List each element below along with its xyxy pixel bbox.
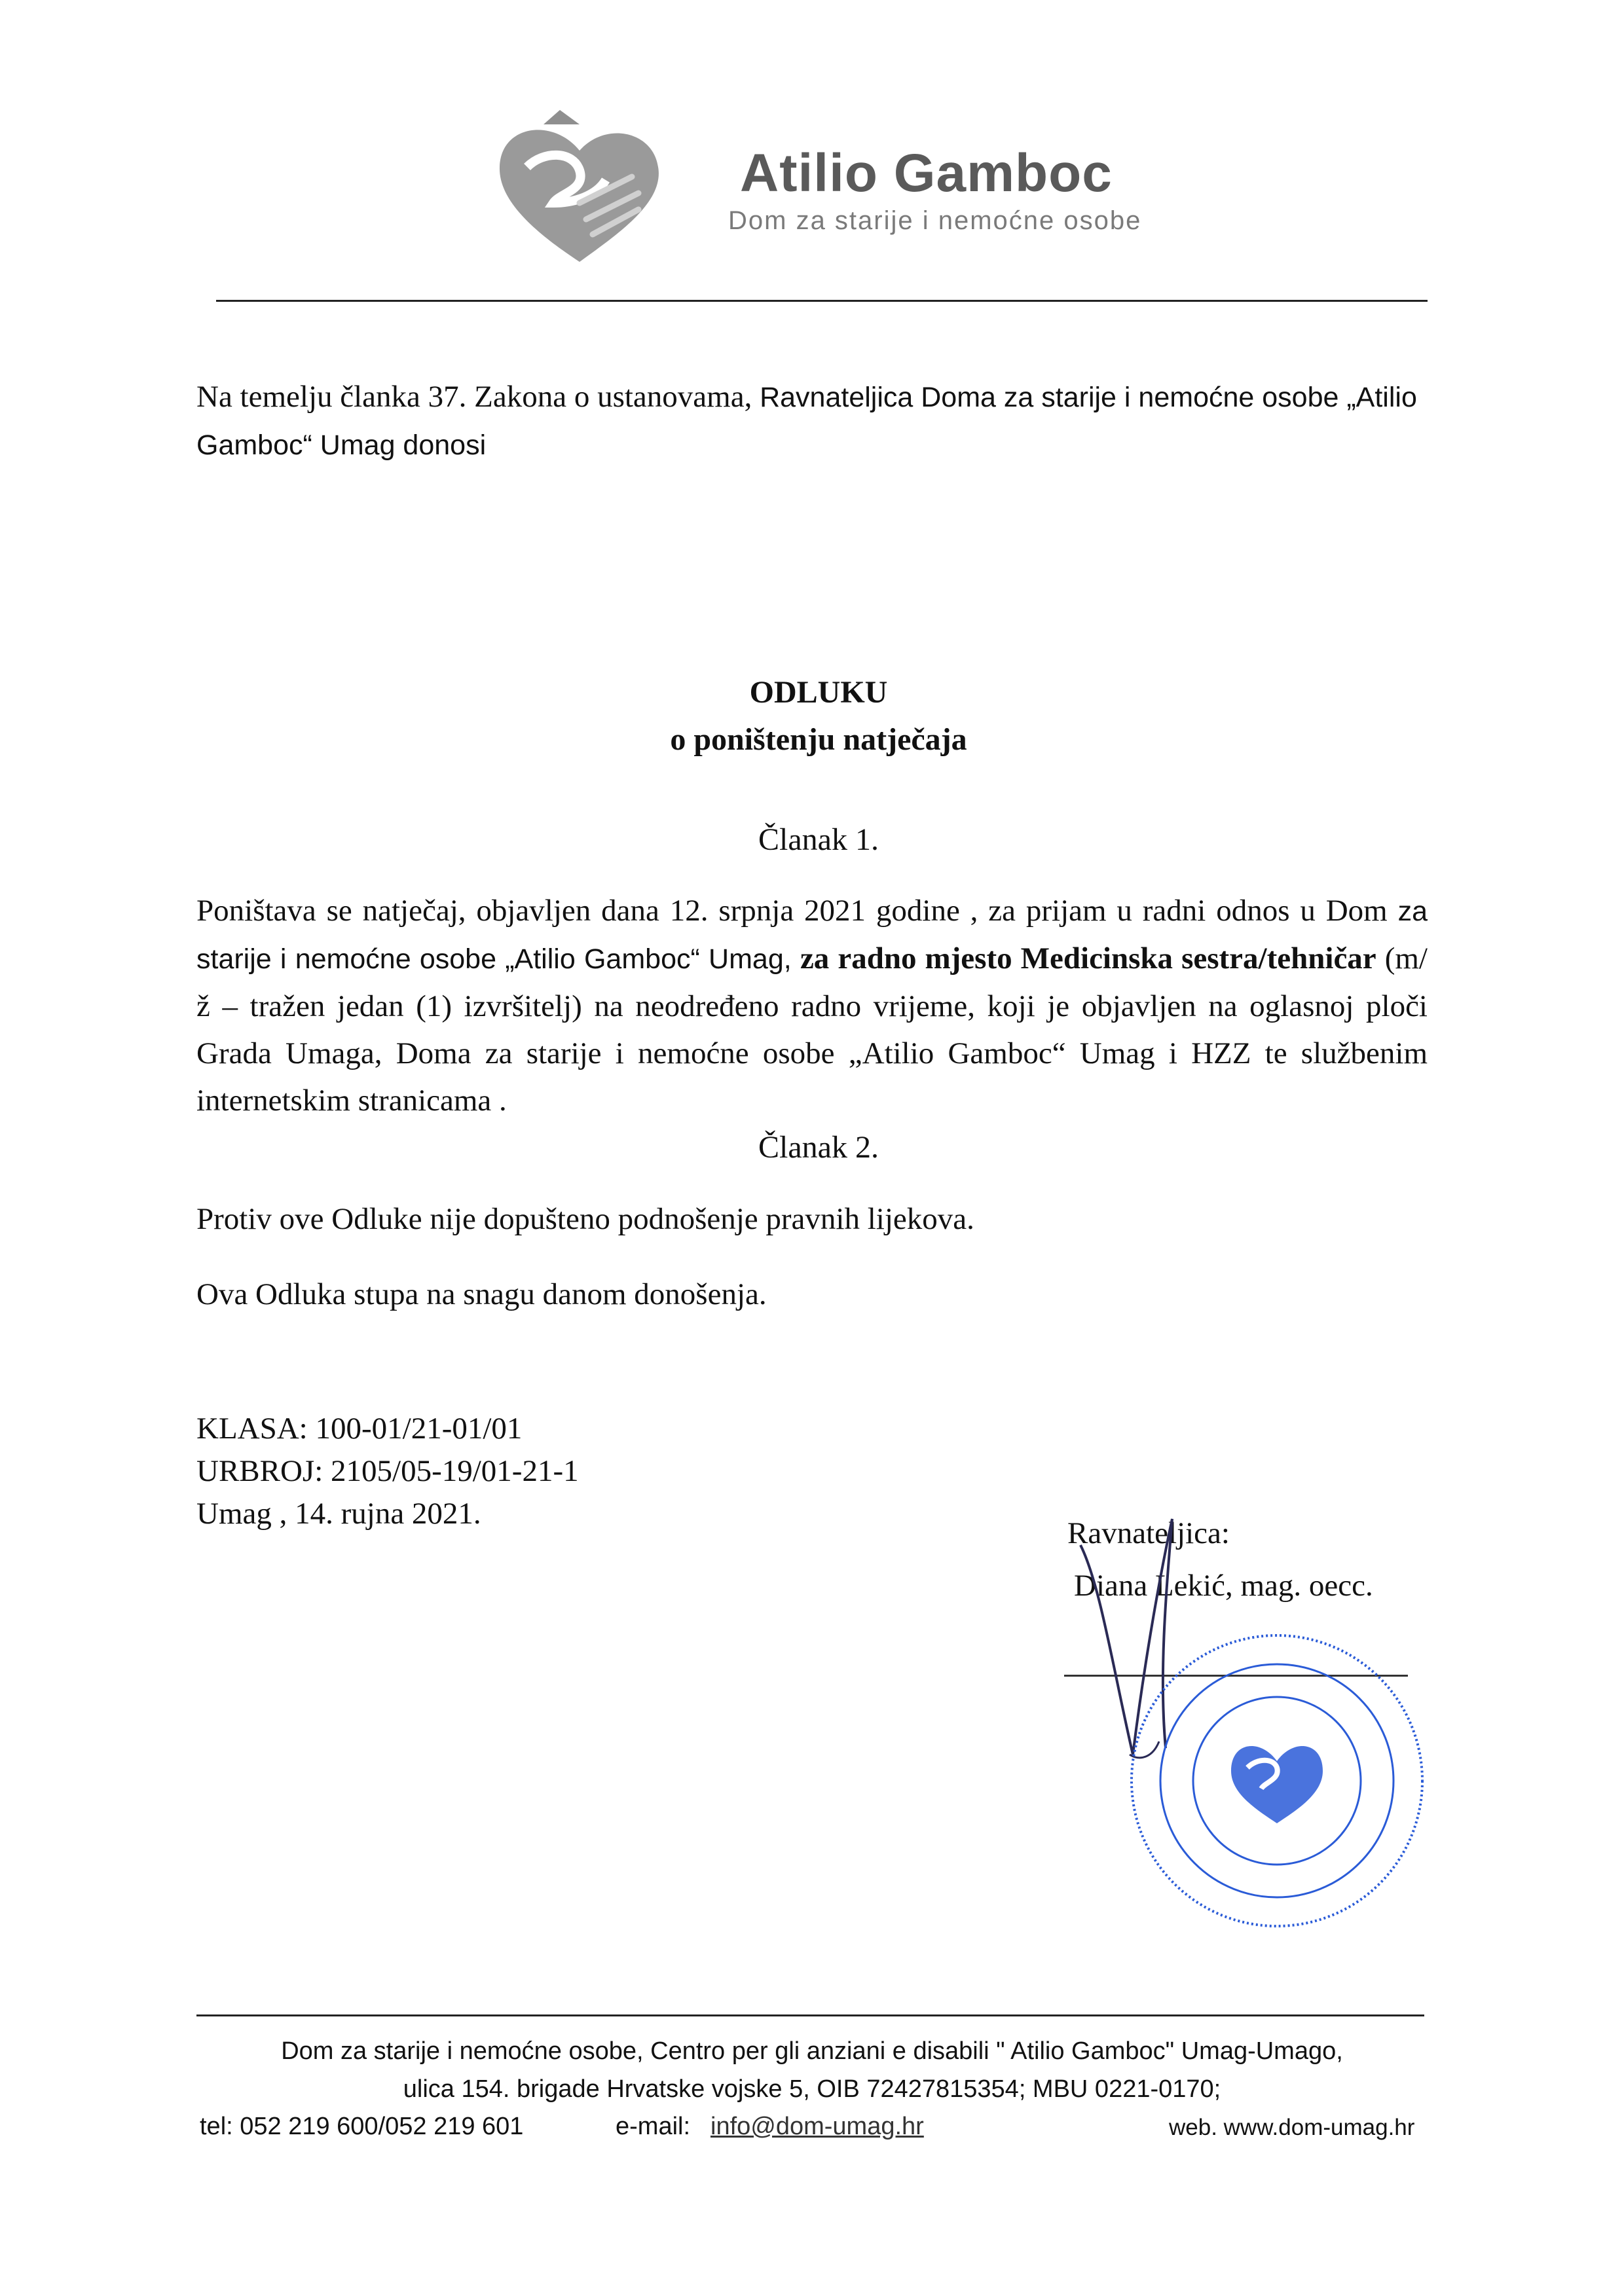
logo-icon (481, 105, 678, 268)
title-line1: ODLUKU (749, 675, 888, 710)
article1-part1: Poništava se natječaj, objavljen dana 12. srpnja 2021 godine , za prijam u radni odnos u Dom (196, 894, 1398, 928)
article1-part2: za starije i nemoćne osobe „Atilio Gamboc“ Umag, (196, 896, 1428, 975)
org-tagline: Dom za starije i nemoćne osobe (728, 206, 1142, 235)
footer-website: web. www.dom-umag.hr (1169, 2115, 1415, 2140)
footer-address-line1: Dom za starije i nemoćne osobe, Centro per gli anziani e disabili " Atilio Gamboc" Umag-Umago, (281, 2037, 1343, 2065)
header-divider (216, 300, 1428, 302)
intro-paragraph (196, 373, 1428, 469)
document-meta (196, 1408, 579, 1535)
document-title (0, 669, 1624, 763)
intro-part2: Ravnateljica Doma za starije i nemoćne osobe „Atilio Gamboc“ Umag donosi (196, 382, 1417, 461)
org-name: Atilio Gamboc (740, 143, 1113, 203)
title-line2: o poništenju natječaja (670, 722, 967, 757)
footer-email-label: e-mail: (616, 2113, 691, 2140)
intro-part1: Na temelju članka 37. Zakona o ustanovama, (196, 380, 760, 414)
klasa: KLASA: 100-01/21-01/01 (196, 1412, 523, 1446)
article2-paragraph1: Protiv ove Odluke nije dopušteno podnošenje pravnih lijekova. (196, 1202, 974, 1236)
signature-name: Diana Lekić, mag. oecc. (1074, 1569, 1373, 1603)
place-date: Umag , 14. rujna 2021. (196, 1497, 481, 1531)
footer-divider (196, 2014, 1424, 2016)
article1-heading: Članak 1. (758, 822, 879, 857)
article2-heading: Članak 2. (758, 1130, 879, 1165)
urbroj: URBROJ: 2105/05-19/01-21-1 (196, 1454, 579, 1488)
official-stamp (1113, 1630, 1441, 1931)
footer-telephone: tel: 052 219 600/052 219 601 (200, 2113, 524, 2140)
article1-part3: (m/ž – tražen jedan (1) izvršitelj) na neodređeno radno vrijeme, koji je objavljen na oglasnoj ploči Grada Umaga, Doma za starije i nemoćne osobe „Atilio Gamboc“ Umag i HZZ te službenim internetskim stranicama . (196, 941, 1428, 1118)
article1-body (196, 887, 1428, 1124)
signature-title: Ravnateljica: (1067, 1516, 1230, 1550)
footer-email-link[interactable]: info@dom-umag.hr (710, 2113, 924, 2140)
article2-paragraph2: Ova Odluka stupa na snagu danom donošenja. (196, 1277, 767, 1311)
footer-address-line2: ulica 154. brigade Hrvatske vojske 5, OIB 72427815354; MBU 0221-0170; (403, 2075, 1221, 2103)
article1-bold: za radno mjesto Medicinska sestra/tehničar (800, 941, 1376, 975)
